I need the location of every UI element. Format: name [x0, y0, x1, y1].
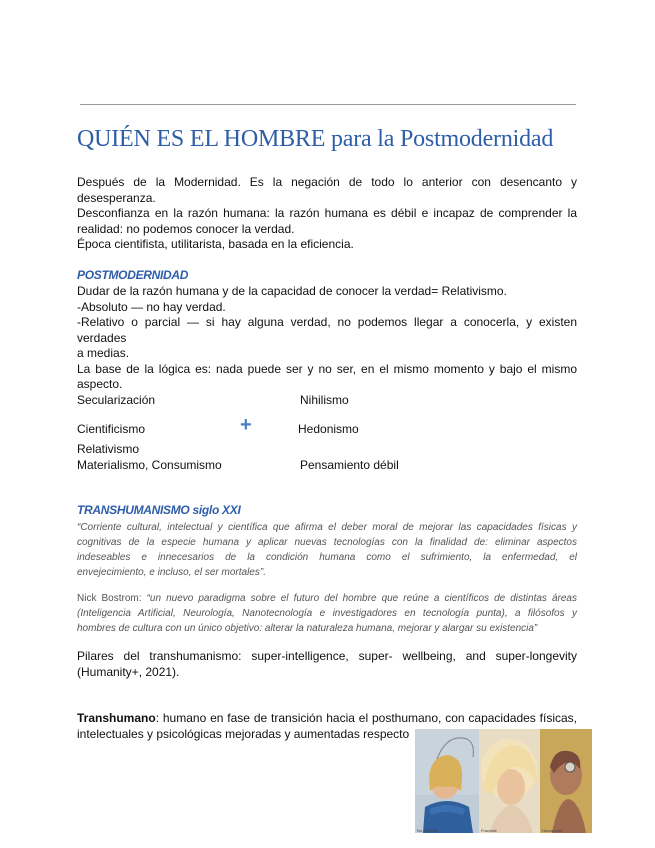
- bostrom-quote: [77, 591, 577, 636]
- intro-paragraph: [77, 175, 577, 253]
- photo-cyborg: [540, 729, 592, 833]
- photo-wired-head-image: [415, 729, 479, 833]
- pilares-line: (Humanity+, 2021).: [77, 664, 180, 679]
- photo-cyborg-image: [540, 729, 592, 833]
- postmodernidad-paragraph: [77, 284, 577, 393]
- intro-line: Época cientifista, utilitarista, basada en la eficiencia.: [77, 237, 354, 251]
- postmodernidad-line: -Relativo o parcial — si hay alguna verdad, no podemos llegar a conocerla, y existen verdades: [77, 315, 577, 345]
- bostrom-line: [77, 591, 577, 606]
- intro-line: Desconfianza en la razón humana: la razón humana es débil e incapaz de comprender la: [77, 206, 577, 220]
- photo-caption: No Haitsum: [417, 828, 438, 833]
- photo-caption: Humanoide: [542, 828, 563, 833]
- bostrom-author: Nick Bostrom:: [77, 593, 147, 604]
- transhumano-line: intelectuales y psicológicas mejoradas y aumentadas respecto: [77, 726, 410, 741]
- pilares-paragraph: [77, 649, 577, 680]
- concept-materialismo: Materialismo, Consumismo: [77, 458, 222, 472]
- quote-line: “Corriente cultural, intelectual y científica que afirma el deber moral de mejorar las capacidades físicas y: [77, 522, 577, 533]
- concept-pensamiento-debil: Pensamiento débil: [300, 458, 399, 472]
- intro-line: Después de la Modernidad. Es la negación de todo lo anterior con desencanto y desesperanza.: [77, 175, 577, 205]
- photo-caption: Fraedale: [481, 828, 497, 833]
- page-title: QUIÉN ES EL HOMBRE para la Postmodernidad: [77, 126, 554, 152]
- transhumano-term: Transhumano: [77, 711, 156, 725]
- postmodernidad-line: aspecto.: [77, 377, 123, 391]
- quote-line: indeseables e innecesarios de la condición humana como el sufrimiento, la enfermedad, el: [77, 552, 577, 563]
- pilares-line: Pilares del transhumanismo: super-intelligence, super- wellbeing, and super-longevity: [77, 649, 577, 663]
- concept-secularizacion: Secularización: [77, 393, 156, 407]
- bostrom-line: (Inteligencia Artificial, Neurología, Nanotecnología e investigadores en tecnología punta), a filósofos y: [77, 608, 577, 619]
- photo-wired-head: [415, 729, 479, 833]
- intro-line: realidad: no podemos conocer la verdad.: [77, 221, 295, 236]
- photo-woman: [479, 729, 540, 833]
- quote-line: cognitivas de la especie humana y aplicar nuevas tecnologías con la finalidad de: eliminar aspectos: [77, 537, 577, 548]
- transhumanismo-definition: [77, 520, 577, 580]
- postmodernidad-line: Dudar de la razón humana y de la capacidad de conocer la verdad= Relativismo.: [77, 284, 507, 298]
- top-divider: [80, 104, 576, 105]
- concept-relativismo: Relativismo: [77, 442, 140, 456]
- bostrom-text: “un nuevo paradigma sobre el futuro del hombre que reúne a científicos de distintas áreas: [146, 593, 577, 604]
- plus-icon: +: [240, 414, 252, 436]
- quote-line: envejecimiento, e incluso, el ser mortales”.: [77, 567, 266, 578]
- concept-cientificismo: Cientificismo: [77, 422, 146, 436]
- transhumano-definition: : humano en fase de transición hacia el posthumano, con capacidades físicas,: [155, 711, 577, 725]
- concept-hedonismo: Hedonismo: [298, 422, 359, 436]
- transhumano-line: [77, 711, 577, 727]
- concept-nihilismo: Nihilismo: [300, 393, 349, 407]
- transhumanismo-heading: TRANSHUMANISMO siglo XXI: [77, 503, 241, 517]
- postmodernidad-line: -Absoluto — no hay verdad.: [77, 299, 226, 314]
- postmodernidad-heading: POSTMODERNIDAD: [77, 268, 189, 282]
- photo-woman-image: [479, 729, 540, 833]
- postmodernidad-line: La base de la lógica es: nada puede ser y no ser, en el mismo momento y bajo el mismo: [77, 361, 577, 376]
- bostrom-line: hombres de cultura con un único objetivo: alterar la naturaleza humana, mejorar y alargar su existencia”: [77, 623, 538, 634]
- postmodernidad-line: a medias.: [77, 346, 130, 360]
